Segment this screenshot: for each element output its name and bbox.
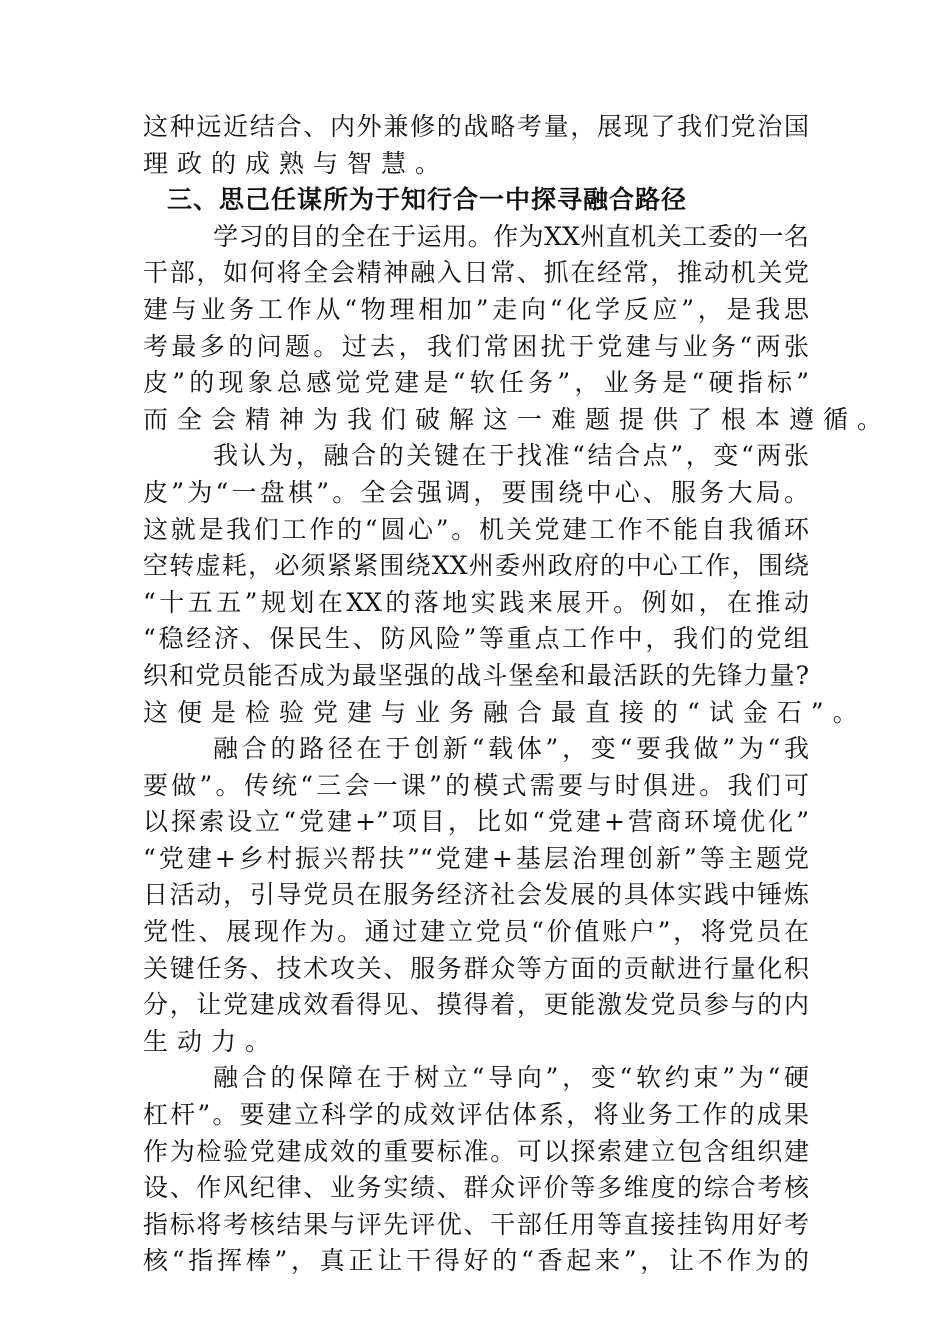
paragraph-path	[143, 731, 809, 1060]
section-heading: 三、思己任谋所为于知行合一中探寻融合路径	[167, 185, 688, 215]
paragraph-guarantee	[143, 1060, 809, 1280]
text-line: 这种远近结合、内外兼修的战略考量，展现了我们党治国	[143, 112, 809, 141]
text-line: 干部，如何将全会精神融入日常、抓在经常，推动机关党	[143, 258, 809, 288]
text-line: 空转虚耗，必须紧紧围绕XX州委州政府的中心工作，围绕	[143, 551, 809, 581]
text-line: 关键任务、技术攻关、服务群众等方面的贡献进行量化积	[143, 953, 809, 983]
text-line: “稳经济、保民生、防风险”等重点工作中，我们的党组	[143, 624, 809, 654]
text-line: 皮”的现象总感觉党建是“软任务”，业务是“硬指标”	[143, 368, 809, 398]
text-line: 设、作风纪律、业务实绩、群众评价等多维度的综合考核	[143, 1173, 809, 1203]
text-line: 学习的目的全在于运用。作为XX州直机关工委的一名	[213, 221, 809, 251]
text-line: 考最多的问题。过去，我们常困扰于党建与业务“两张	[143, 331, 809, 361]
text-line: 核“指挥棒”，真正让干得好的“香起来”，让不作为的	[143, 1246, 809, 1276]
paragraph-application	[143, 219, 892, 439]
text-line: 而全会精神为我们破解这一难题提供了根本遵循。	[143, 404, 892, 434]
text-line: 分，让党建成效看得见、摸得着，更能激发党员参与的内	[143, 990, 809, 1020]
text-line: 生动力。	[143, 1026, 280, 1056]
text-line: 日活动，引导党员在服务经济社会发展的具体实践中锤炼	[143, 880, 809, 910]
intro-paragraph	[143, 109, 809, 182]
text-line: “十五五”规划在XX的落地实践来展开。例如，在推动	[143, 587, 809, 617]
text-line: 融合的保障在于树立“导向”，变“软约束”为“硬	[213, 1063, 809, 1093]
document-page	[143, 109, 892, 1280]
text-line: “党建+乡村振兴帮扶”“党建+基层治理创新”等主题党	[143, 843, 809, 873]
text-line: 杠杆”。要建立科学的成效评估体系，将业务工作的成果	[143, 1100, 809, 1130]
paragraph-key-point	[143, 438, 867, 731]
text-line: 织和党员能否成为最坚强的战斗堡垒和最活跃的先锋力量?	[143, 660, 809, 690]
text-line: 以探索设立“党建+”项目，比如“党建+营商环境优化”	[143, 807, 809, 837]
text-line: 我认为，融合的关键在于找准“结合点”，变“两张	[213, 441, 809, 471]
text-line: 党性、展现作为。通过建立党员“价值账户”，将党员在	[143, 917, 809, 947]
text-line: 融合的路径在于创新“载体”，变“要我做”为“我	[213, 734, 809, 764]
text-line: 指标将考核结果与评先评优、干部任用等直接挂钩用好考	[143, 1209, 809, 1239]
text-line: 这就是我们工作的“圆心”。机关党建工作不能自我循环	[143, 514, 809, 544]
text-line: 要做”。传统“三会一课”的模式需要与时俱进。我们可	[143, 770, 809, 800]
text-line: 建与业务工作从“物理相加”走向“化学反应”，是我思	[143, 294, 809, 324]
text-line: 作为检验党建成效的重要标准。可以探索建立包含组织建	[143, 1136, 809, 1166]
text-line: 理政的成熟与智慧。	[143, 148, 450, 178]
text-line: 这便是检验党建与业务融合最直接的“试金石”。	[143, 697, 867, 727]
text-line: 皮”为“一盘棋”。全会强调，要围绕中心、服务大局。	[143, 477, 809, 507]
